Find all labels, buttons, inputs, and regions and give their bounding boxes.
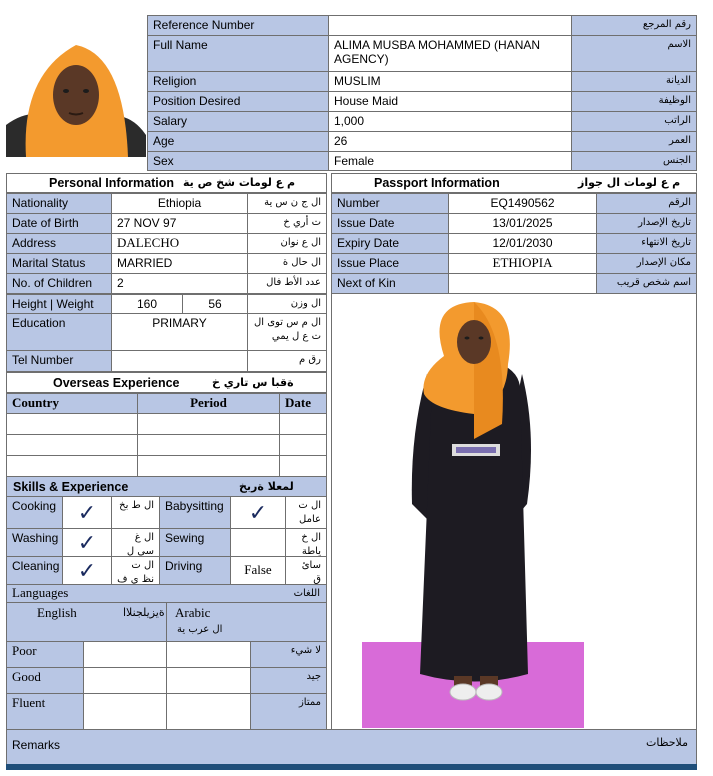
passport-row-label-ar: تاريخ الانتهاء — [596, 233, 697, 254]
language-level-label-ar: جيد — [250, 667, 327, 694]
height-weight-label: Height | Weight — [6, 294, 112, 314]
language-level-label: Good — [6, 667, 84, 694]
personal-row-value: 27 NOV 97 — [111, 213, 248, 234]
top-row-label: Age — [147, 131, 329, 152]
language-level-english — [83, 693, 167, 730]
height-weight-label-ar: ال وزن — [247, 294, 327, 314]
skill-check-mark: False — [230, 556, 286, 585]
language-level-label-ar: ممتاز — [250, 693, 327, 730]
remarks-row — [6, 729, 697, 765]
skill-label-ar: سائ ق — [285, 556, 327, 585]
remarks-label: Remarks — [12, 738, 61, 752]
passport-row-label: Next of Kin — [331, 273, 449, 294]
language-english-cell — [6, 602, 167, 642]
top-row-value: MUSLIM — [328, 71, 572, 92]
overseas-cell-date — [279, 434, 327, 456]
top-row-value: 26 — [328, 131, 572, 152]
language-level-arabic — [166, 641, 251, 668]
language-level-english — [83, 667, 167, 694]
top-row-label-ar: الراتب — [571, 111, 697, 132]
personal-row-label: Date of Birth — [6, 213, 112, 234]
overseas-cell-period — [137, 455, 280, 477]
top-row-label: Religion — [147, 71, 329, 92]
personal-row-value: DALECHO — [111, 233, 248, 254]
top-row-label: Position Desired — [147, 91, 329, 112]
top-row-value: ALIMA MUSBA MOHAMMED (HANAN AGENCY) — [328, 35, 572, 72]
language-level-english — [83, 641, 167, 668]
overseas-cell-period — [137, 434, 280, 456]
weight-value: 56 — [182, 294, 248, 314]
personal-row-label: Nationality — [6, 193, 112, 214]
top-row-value: Female — [328, 151, 572, 171]
overseas-cell-country — [6, 455, 138, 477]
overseas-cell-period — [137, 413, 280, 435]
personal-row-label-ar: ت أري خ — [247, 213, 327, 234]
remarks-label-ar: ملاحظات — [646, 736, 688, 749]
language-level-label-ar: لا شيء — [250, 641, 327, 668]
skill-label: Cooking — [6, 496, 63, 529]
overseas-header — [6, 372, 327, 393]
passport-row-label: Issue Place — [331, 253, 449, 274]
personal-row-label-ar: ال ج ن س ية — [247, 193, 327, 214]
passport-row-label-ar: تاريخ الإصدار — [596, 213, 697, 234]
language-level-arabic — [166, 693, 251, 730]
skill-check-mark — [230, 528, 286, 557]
skill-label-ar: ال ط بخ — [111, 496, 160, 529]
top-row-label: Salary — [147, 111, 329, 132]
skill-label: Cleaning — [6, 556, 63, 585]
skill-label-ar: ال ت نظ ي ف — [111, 556, 160, 585]
footer-bar — [6, 764, 697, 770]
top-row-label-ar: الاسم — [571, 35, 697, 72]
skills-title: Skills & Experience — [13, 480, 129, 494]
top-row-label-ar: الوظيفة — [571, 91, 697, 112]
top-row-value: 1,000 — [328, 111, 572, 132]
languages-title-ar: اللغات — [293, 588, 320, 599]
languages-header — [6, 584, 327, 603]
personal-row-value: MARRIED — [111, 253, 248, 274]
language-arabic-cell — [166, 602, 327, 642]
passport-row-value: EQ1490562 — [448, 193, 597, 214]
skills-header — [6, 476, 327, 497]
overseas-cell-country — [6, 413, 138, 435]
overseas-cell-country — [6, 434, 138, 456]
personal-row-label-ar: ال حال ة — [247, 253, 327, 274]
passport-row-label-ar: مكان الإصدار — [596, 253, 697, 274]
tel-number-label: Tel Number — [6, 350, 112, 372]
personal-row-label: Address — [6, 233, 112, 254]
skill-label: Driving — [159, 556, 231, 585]
height-value: 160 — [111, 294, 183, 314]
tel-number-label-ar: رق م — [247, 350, 327, 372]
passport-row-label: Expiry Date — [331, 233, 449, 254]
passport-row-label: Number — [331, 193, 449, 214]
top-row-label: Reference Number — [147, 15, 329, 36]
skill-label: Sewing — [159, 528, 231, 557]
languages-title: Languages — [12, 585, 69, 600]
skill-label: Babysitting — [159, 496, 231, 529]
language-english-ar: ةيزيلجنلاا — [123, 606, 165, 619]
passport-row-value — [448, 273, 597, 294]
passport-info-title: Passport Information — [374, 176, 500, 190]
top-row-value — [328, 15, 572, 36]
personal-row-label-ar: ال ع نوان — [247, 233, 327, 254]
skill-label: Washing — [6, 528, 63, 557]
passport-row-label: Issue Date — [331, 213, 449, 234]
language-arabic: Arabic — [175, 605, 211, 620]
skill-label-ar: ال ت عامل — [285, 496, 327, 529]
skill-check-mark: ✓ — [62, 496, 112, 529]
education-label-ar: ال م س توى ال ت ع ل يمي — [247, 313, 327, 351]
top-row-label: Full Name — [147, 35, 329, 72]
overseas-cell-date — [279, 413, 327, 435]
skill-check-mark: ✓ — [62, 528, 112, 557]
personal-row-value: Ethiopia — [111, 193, 248, 214]
portrait-photo — [6, 15, 146, 157]
language-english: English — [37, 605, 77, 620]
full-body-photo-frame — [331, 293, 697, 730]
top-row-label-ar: الجنس — [571, 151, 697, 171]
top-row-label-ar: رقم المرجع — [571, 15, 697, 36]
skills-title-ar: لمعلا ةربخ — [239, 480, 294, 493]
overseas-title-ar: ةقبا س تاري خ — [212, 376, 294, 389]
passport-row-value: 12/01/2030 — [448, 233, 597, 254]
personal-info-title-ar: م ع لومات شخ ص ية — [183, 176, 296, 189]
overseas-cell-date — [279, 455, 327, 477]
language-level-label: Poor — [6, 641, 84, 668]
passport-info-title-ar: م ع لومات ال جواز — [578, 176, 681, 189]
tel-number-value — [111, 350, 248, 372]
skill-label-ar: ال خ ياطة — [285, 528, 327, 557]
top-row-label: Sex — [147, 151, 329, 171]
skill-label-ar: ال غ سي ل — [111, 528, 160, 557]
language-level-arabic — [166, 667, 251, 694]
language-level-label: Fluent — [6, 693, 84, 730]
top-row-value: House Maid — [328, 91, 572, 112]
personal-info-title: Personal Information — [49, 176, 175, 190]
skill-check-mark: ✓ — [62, 556, 112, 585]
passport-row-value: ETHIOPIA — [448, 253, 597, 274]
personal-row-label: No. of Children — [6, 273, 112, 294]
top-row-label-ar: العمر — [571, 131, 697, 152]
personal-row-label: Marital Status — [6, 253, 112, 274]
skill-check-mark: ✓ — [230, 496, 286, 529]
top-row-label-ar: الديانة — [571, 71, 697, 92]
passport-info-header — [331, 173, 697, 193]
overseas-title: Overseas Experience — [53, 376, 180, 390]
education-value: PRIMARY — [111, 313, 248, 351]
personal-row-value: 2 — [111, 273, 248, 294]
passport-row-label-ar: الرقم — [596, 193, 697, 214]
overseas-col-period: Period — [137, 393, 280, 414]
education-label: Education — [6, 313, 112, 351]
passport-row-value: 13/01/2025 — [448, 213, 597, 234]
overseas-col-date: Date — [279, 393, 327, 414]
personal-row-label-ar: عدد الأط فال — [247, 273, 327, 294]
full-body-photo — [332, 294, 696, 729]
passport-row-label-ar: اسم شخص قريب — [596, 273, 697, 294]
overseas-col-country: Country — [6, 393, 138, 414]
personal-info-header — [6, 173, 327, 193]
language-arabic-ar: ال عرب ية — [177, 624, 223, 635]
